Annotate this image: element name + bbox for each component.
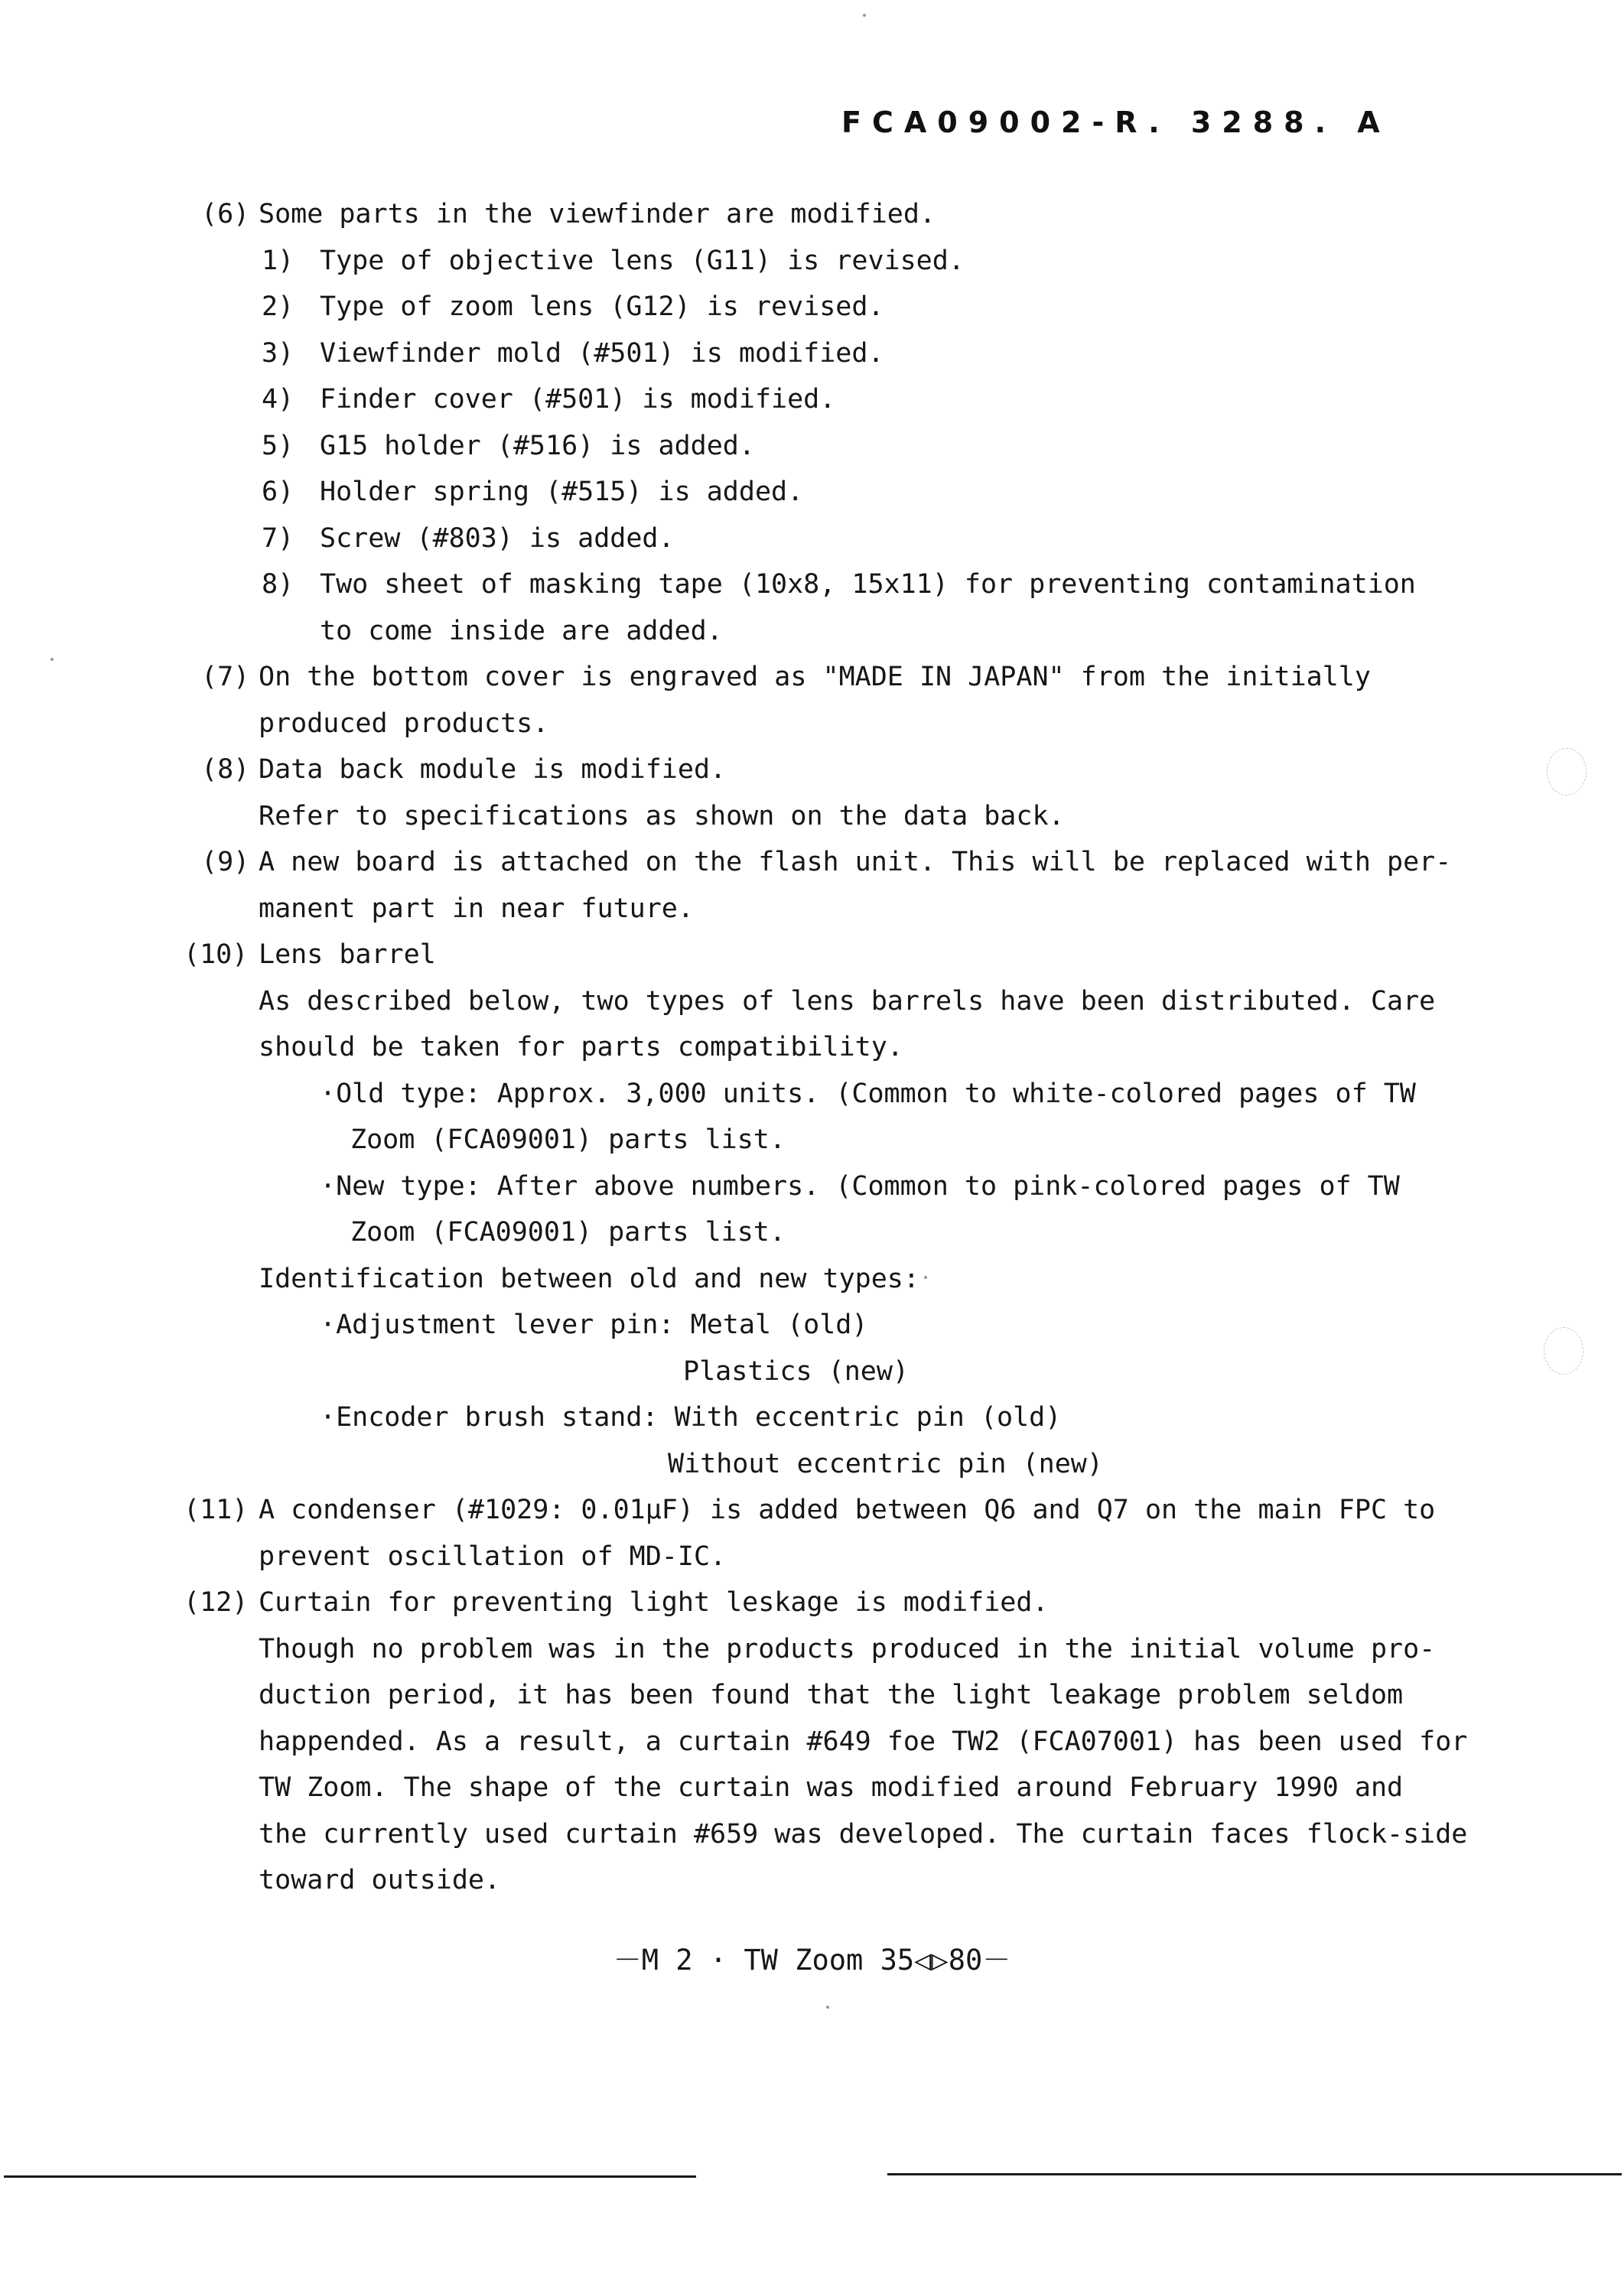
subitem-number: 5) [262,430,295,461]
item-text: Curtain for preventing light leskage is modified. [259,1587,1049,1618]
subitem-text: Screw (#803) is added. [320,522,675,554]
subitem-line [184,516,1438,562]
bullet-line [184,1071,1438,1118]
continuation-line [184,978,1438,1025]
continuation-text: duction period, it has been found that the light leakage problem seldom [259,1680,1404,1710]
bullet-line [184,1394,1438,1441]
subitem-text: Holder spring (#515) is added. [320,477,804,507]
punch-hole-mark [1547,748,1587,796]
continuation-line [184,1626,1438,1673]
continuation-text: As described below, two types of lens barrels have been distributed. Care [259,985,1436,1017]
continuation-line [184,793,1438,840]
bullet-line [184,1302,1438,1349]
bullet-text: ·Encoder brush stand: With eccentric pin (old) [320,1402,1062,1433]
subitem-number: 4) [262,384,295,415]
continuation-text: Plastics (new) [683,1355,910,1387]
continuation-text: prevent oscillation of MD-IC. [259,1541,727,1572]
continuation-line [184,1765,1438,1811]
footer-rule-right [887,2173,1622,2175]
subitem-text: Two sheet of masking tape (10x8, 15x11) for preventing contamination [320,569,1416,600]
item-line [184,191,1438,238]
item-number: (11) [184,1495,249,1525]
item-number: (7) [201,662,250,692]
bullet-text: ·Old type: Approx. 3,000 units. (Common to white-colored pages of TW [320,1078,1416,1109]
continuation-text: should be taken for parts compatibility. [259,1032,903,1062]
subitem-line [184,330,1438,377]
item-line [184,654,1438,701]
continuation-line [184,1672,1438,1719]
subitem-text: Viewfinder mold (#501) is modified. [320,337,884,369]
item-text: A new board is attached on the flash unit. This will be replaced with per- [259,847,1452,877]
subitem-number: 2) [262,291,295,322]
continuation-text: Zoom (FCA09001) parts list. [350,1217,786,1248]
item-line [184,1580,1438,1626]
subitem-text: Type of zoom lens (G12) is revised. [320,291,884,322]
continuation-line [184,886,1438,932]
continuation-text: Zoom (FCA09001) parts list. [350,1124,786,1155]
subitem-line [184,561,1438,608]
item-text: Lens barrel [259,939,436,970]
subitem-number: 8) [262,569,295,600]
subitem-text: Type of objective lens (G11) is revised. [320,245,965,276]
continuation-line [184,1534,1438,1580]
continuation-line [184,1811,1468,1858]
continuation-text: to come inside are added. [320,615,723,646]
scan-speck [863,14,866,17]
continuation-text: Identification between old and new types: [259,1263,919,1294]
item-number: (8) [201,754,250,785]
page-number: －M 2 · TW Zoom 35◁▷80－ [613,1944,1011,1977]
item-number: (10) [184,939,249,970]
item-number: (9) [201,847,250,877]
subitem-line [184,284,1438,330]
continuation-line [184,1117,1438,1163]
item-text: Some parts in the viewfinder are modified. [259,199,936,229]
subitem-number: 7) [262,522,295,554]
page-footer [0,1937,1624,1978]
continuation-line [184,1349,1438,1395]
subitem-number: 6) [262,477,295,507]
item-number: (12) [184,1587,249,1618]
continuation-text: Refer to specifications as shown on the data back. [259,800,1065,831]
item-line [184,747,1438,793]
continuation-text: manent part in near future. [259,893,694,924]
punch-hole-mark [1544,1327,1583,1375]
continuation-text: produced products. [259,708,549,739]
subitem-line [184,423,1438,470]
continuation-text: Without eccentric pin (new) [668,1448,1103,1479]
continuation-text: happended. As a result, a curtain #649 foe TW2 (FCA07001) has been used for [259,1726,1468,1757]
subitem-number: 3) [262,337,295,369]
bullet-text: ·Adjustment lever pin: Metal (old) [320,1310,868,1340]
subitem-line [184,238,1438,285]
subitem-text: Finder cover (#501) is modified. [320,384,836,415]
subitem-number: 1) [262,245,295,276]
scan-speck [826,2006,829,2009]
item-line [184,1487,1438,1534]
continuation-line [184,1719,1468,1765]
document-code-header: FCA09002-R. 3288. A [841,106,1391,139]
continuation-line [184,1209,1438,1256]
continuation-text: toward outside. [259,1865,501,1895]
continuation-text: Though no problem was in the products produced in the initial volume pro- [259,1633,1436,1664]
footer-rule-left [4,2175,696,2178]
item-number: (6) [201,199,250,229]
continuation-line [184,1024,1438,1071]
continuation-line [184,1857,1438,1904]
continuation-text: the currently used curtain #659 was developed. The curtain faces flock-side [259,1818,1468,1850]
bullet-text: ·New type: After above numbers. (Common to pink-colored pages of TW [320,1170,1400,1202]
subitem-line [184,469,1438,516]
item-text: On the bottom cover is engraved as "MADE IN JAPAN" from the initially [259,662,1371,692]
item-line [184,932,1438,978]
document-body [184,191,1468,1904]
bullet-line [184,1163,1438,1210]
subitem-text: G15 holder (#516) is added. [320,430,755,461]
scan-speck [924,1276,927,1279]
continuation-line [184,701,1438,747]
item-text: Data back module is modified. [259,754,727,785]
subitem-line [184,376,1438,423]
continuation-line [184,1256,1438,1303]
continuation-line [184,608,1438,655]
continuation-text: TW Zoom. The shape of the curtain was modified around February 1990 and [259,1772,1404,1803]
item-text: A condenser (#1029: 0.01μF) is added between Q6 and Q7 on the main FPC to [259,1495,1436,1525]
scan-speck [50,658,54,661]
item-line [184,839,1452,886]
continuation-line [184,1441,1438,1488]
